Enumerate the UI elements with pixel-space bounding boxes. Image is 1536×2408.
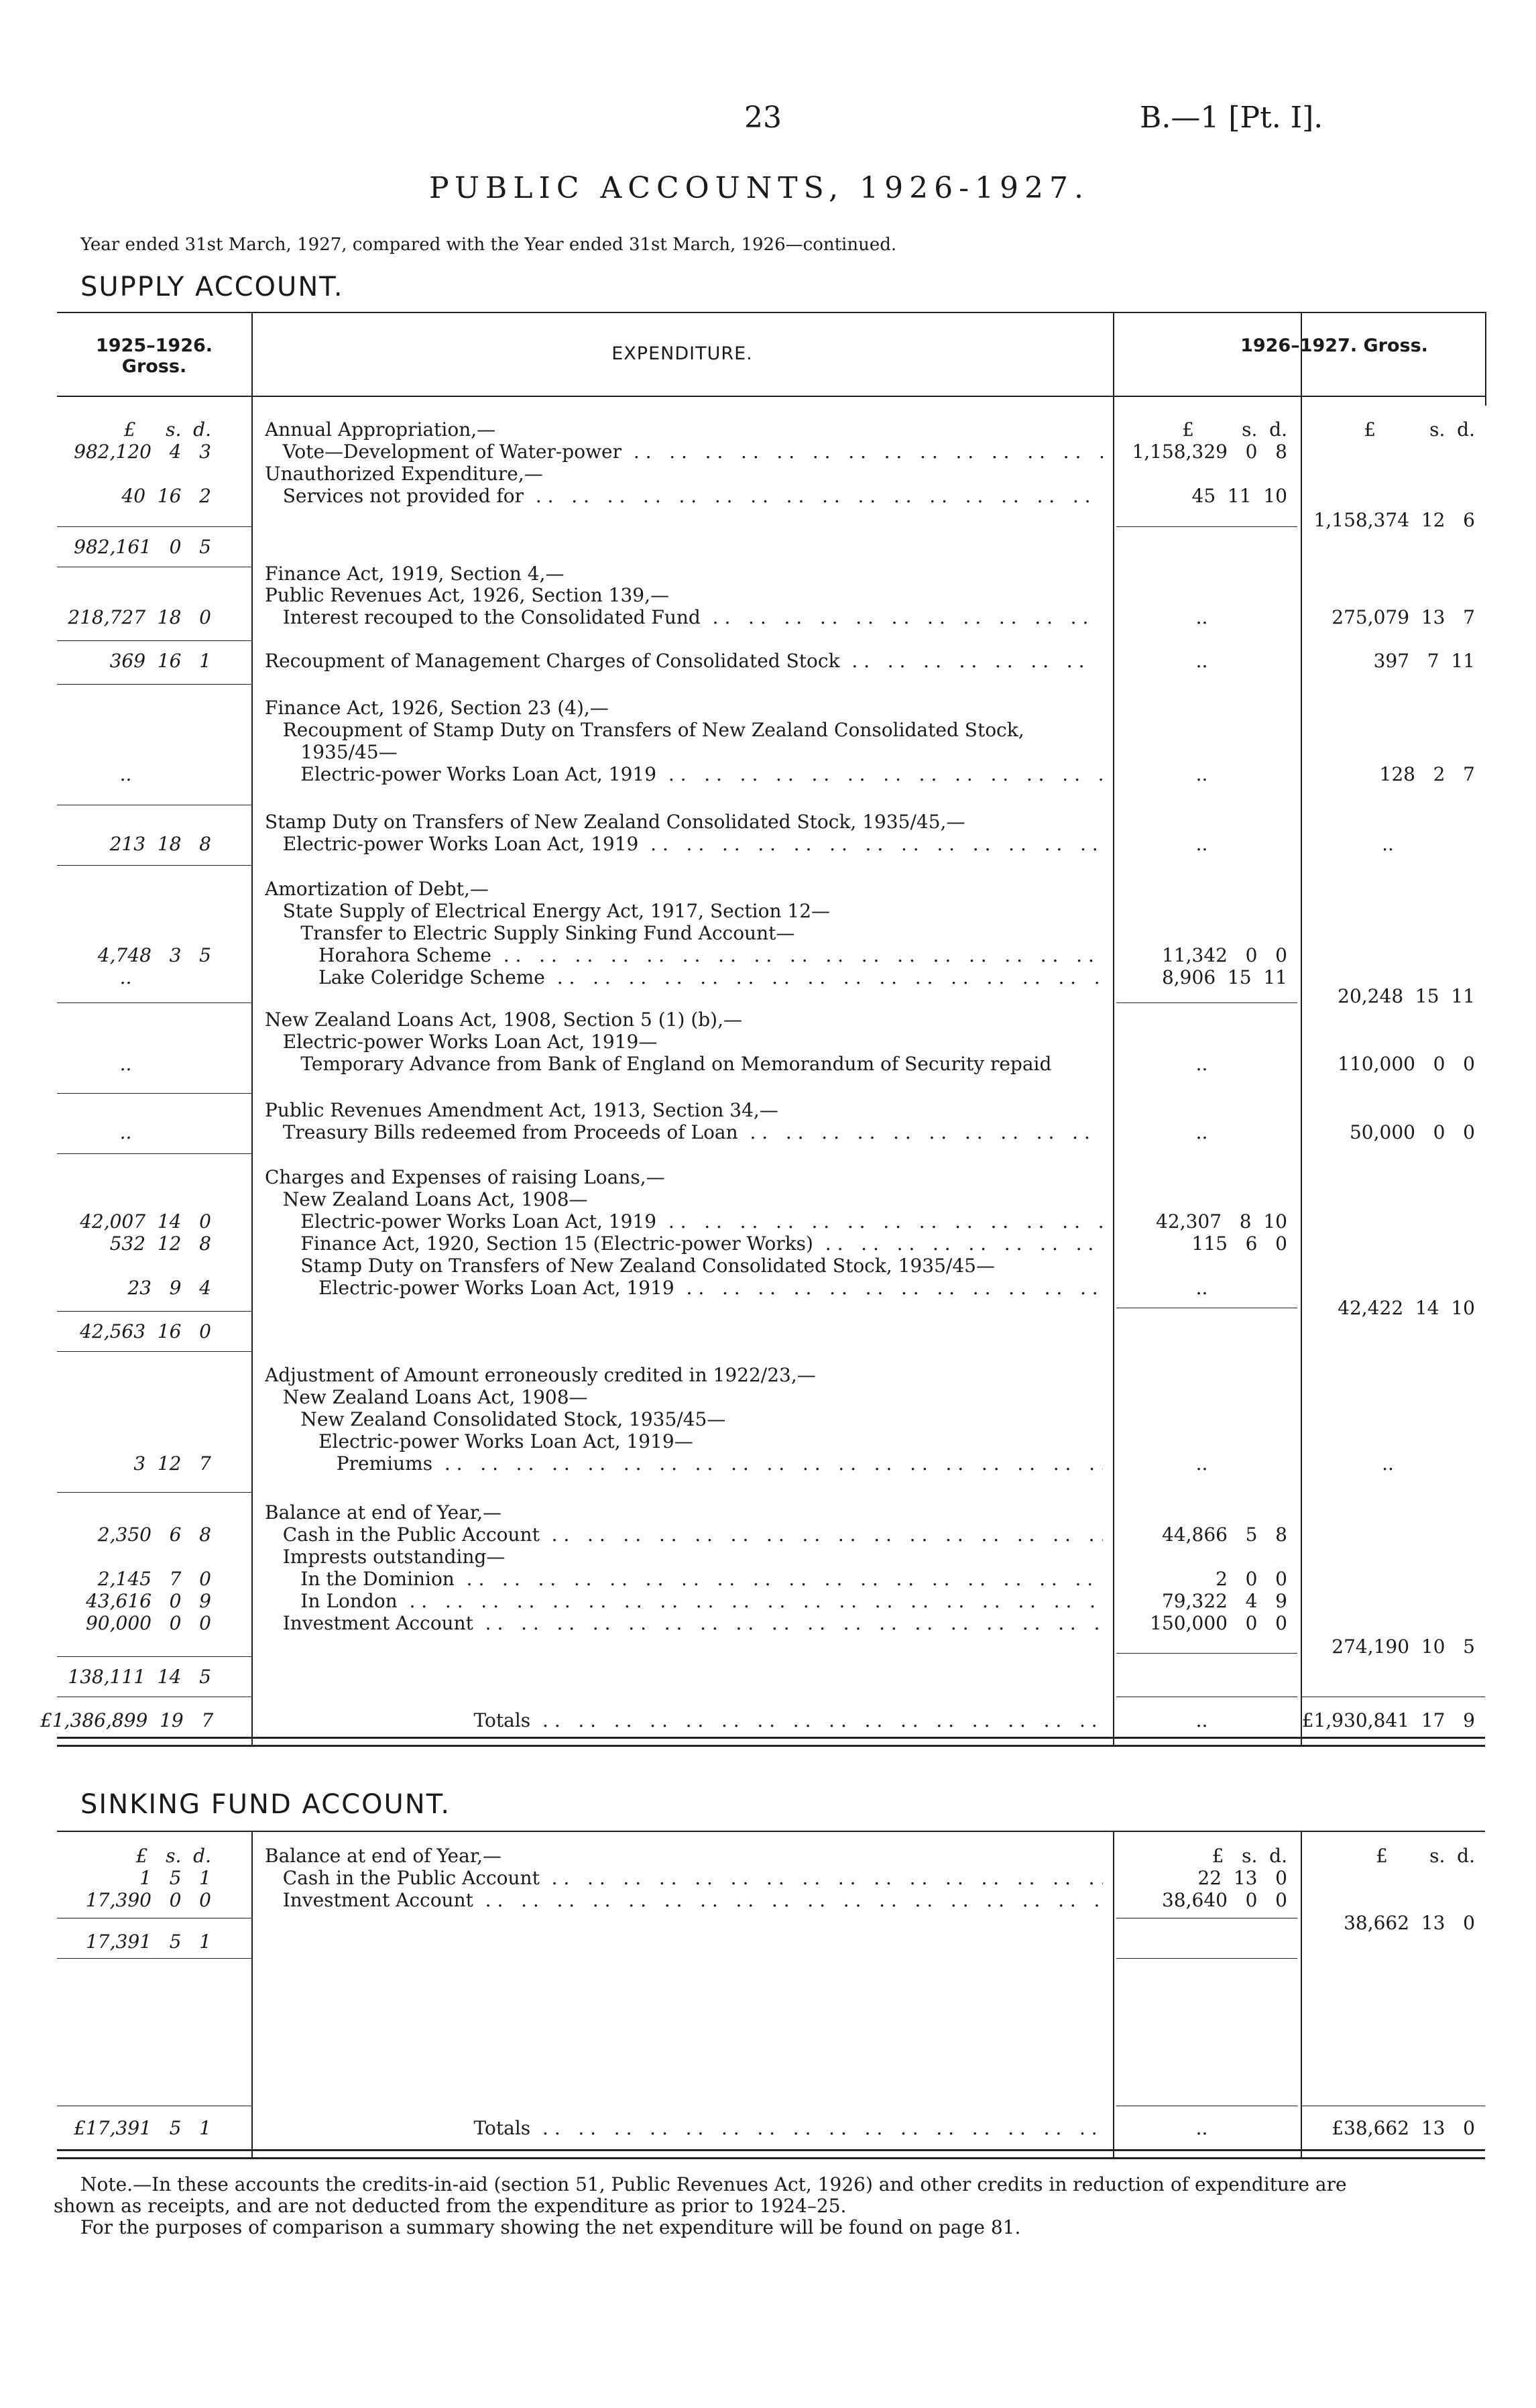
table-row: New Zealand Loans Act, 1908, Section 5 (1) (b),—	[265, 1009, 743, 1031]
table-row: New Zealand Loans Act, 1908—	[265, 1189, 588, 1210]
table-row: 1935/45—	[265, 742, 398, 763]
table-row: 20,248 15 11	[1338, 985, 1475, 1007]
table-row: .. Electric-power Works Loan Act, 1919 . . .. 128 2 7	[0, 764, 1536, 785]
totals-row: £17,391 5 1 Totals . . .. £38,662 13 0	[0, 2118, 1536, 2139]
table-row: 3 12 7 Premiums . . .. ..	[0, 1453, 1536, 1475]
totals-row: £1,386,899 19 7 Totals . . .. £1,930,841 17 9	[0, 1710, 1536, 1731]
table-row: 42,007 14 0 Electric-power Works Loan Act, 1919 . . 42,307 8 10	[0, 1211, 1536, 1232]
table-row: 1 5 1 Cash in the Public Account . . 22 13 0	[0, 1868, 1536, 1889]
table-row: 1,158,374 12 6	[1313, 509, 1475, 531]
table-row: Balance at end of Year,—	[265, 1502, 502, 1524]
table-row: 42,422 14 10	[1338, 1297, 1475, 1319]
table-row: 42,563 16 0	[80, 1320, 211, 1342]
table-row: 2,145 7 0 In the Dominion . . 2 0 0	[0, 1568, 1536, 1590]
table-row: .. Temporary Advance from Bank of England on Memorandum of Security repaid .. 110,000 0 0	[119, 1053, 1475, 1075]
table-row: Imprests outstanding—	[265, 1546, 506, 1568]
table-row: 532 12 8 Finance Act, 1920, Section 15 (Electric-power Works) . . 115 6 0	[0, 1233, 1536, 1255]
table-row: 138,111 14 5	[68, 1666, 211, 1688]
table-row: 90,000 0 0 Investment Account . . 150,000 0 0	[0, 1613, 1536, 1634]
table-row: Charges and Expenses of raising Loans,—	[265, 1167, 665, 1188]
table-row: 982,120 4 3 Vote—Development of Water-power . . 1,158,329 0 8	[0, 441, 1536, 463]
table-row: 23 9 4 Electric-power Works Loan Act, 1919 . . ..	[0, 1277, 1536, 1299]
table-row: State Supply of Electrical Energy Act, 1917, Section 12—	[265, 901, 831, 922]
table-row: .. Lake Coleridge Scheme . . 8,906 15 11	[0, 967, 1536, 988]
col-header-1925-1926: 1925–1926. Gross.	[95, 335, 213, 377]
table-row: Amortization of Debt,—	[265, 878, 489, 900]
table-row: 218,727 18 0 Interest recouped to the Consolidated Fund . . .. 275,079 13 7	[0, 607, 1536, 628]
table-row: Unauthorized Expenditure,—	[265, 463, 543, 485]
table-row: £ s. d. Annual Appropriation,— £ s. d. £ s. d.	[123, 418, 1475, 441]
note-line-2: shown as receipts, and are not deducted from the expenditure as prior to 1924–25.	[54, 2195, 847, 2217]
table-row: 4,748 3 5 Horahora Scheme . . 11,342 0 0	[0, 945, 1536, 966]
table-row: 982,161 0 5	[74, 536, 211, 558]
note-line-3: For the purposes of comparison a summary showing the net expenditure will be found on page 81.	[80, 2216, 1021, 2238]
table-row: Electric-power Works Loan Act, 1919—	[265, 1431, 693, 1452]
note-line-1: Note.—In these accounts the credits-in-aid (section 51, Public Revenues Act, 1926) and other credits in reduction of expenditure are	[80, 2174, 1347, 2195]
table-row: Stamp Duty on Transfers of New Zealand Consolidated Stock, 1935/45,—	[265, 811, 965, 833]
table-row: Recoupment of Stamp Duty on Transfers of New Zealand Consolidated Stock,	[265, 720, 1024, 741]
table-row: Finance Act, 1919, Section 4,—	[265, 563, 565, 585]
table-row: Finance Act, 1926, Section 23 (4),—	[265, 697, 609, 719]
table-row: Transfer to Electric Supply Sinking Fund Account—	[265, 923, 795, 944]
page-subtitle: Year ended 31st March, 1927, compared with the Year ended 31st March, 1926—continued.	[80, 235, 897, 255]
table-row: 274,190 10 5	[1332, 1636, 1475, 1658]
table-row: 17,390 0 0 Investment Account . . 38,640 0 0	[0, 1890, 1536, 1911]
table-row: 17,391 5 1	[85, 1931, 211, 1953]
table-row: £ s. d. Balance at end of Year,— £ s. d. £ s. d.	[135, 1845, 1475, 1867]
table-row: Public Revenues Act, 1926, Section 139,—	[265, 585, 670, 606]
table-row: .. Treasury Bills redeemed from Proceeds of Loan . . .. 50,000 0 0	[0, 1122, 1536, 1143]
table-row: 40 16 2 Services not provided for . . 45 11 10	[0, 485, 1536, 507]
table-row: Stamp Duty on Transfers of New Zealand Consolidated Stock, 1935/45—	[265, 1255, 995, 1277]
document-reference: B.—1 [Pt. I].	[1140, 101, 1323, 135]
sinking-fund-heading: SINKING FUND ACCOUNT.	[80, 1789, 451, 1820]
page-title: PUBLIC ACCOUNTS, 1926-1927.	[429, 171, 1089, 205]
table-row: 213 18 8 Electric-power Works Loan Act, 1919 . . .. ..	[0, 834, 1536, 855]
table-row: 38,662 13 0	[1344, 1912, 1475, 1934]
table-row: Public Revenues Amendment Act, 1913, Section 34,—	[265, 1100, 778, 1121]
table-row: New Zealand Consolidated Stock, 1935/45—	[265, 1409, 726, 1430]
table-row: 369 16 1 Recoupment of Management Charges of Consolidated Stock . . .. 397 7 11	[0, 650, 1536, 672]
supply-account-heading: SUPPLY ACCOUNT.	[80, 272, 344, 302]
table-row: 43,616 0 9 In London . . 79,322 4 9	[0, 1591, 1536, 1612]
table-row: Adjustment of Amount erroneously credited in 1922/23,—	[265, 1365, 816, 1386]
table-row: New Zealand Loans Act, 1908—	[265, 1387, 588, 1408]
table-row: 2,350 6 8 Cash in the Public Account . . 44,866 5 8	[0, 1524, 1536, 1546]
col-header-expenditure: EXPENDITURE.	[611, 343, 753, 364]
page-number: 23	[744, 101, 782, 135]
table-row: Electric-power Works Loan Act, 1919—	[265, 1031, 658, 1053]
col-header-1926-1927: 1926–1927. Gross.	[1240, 335, 1428, 356]
